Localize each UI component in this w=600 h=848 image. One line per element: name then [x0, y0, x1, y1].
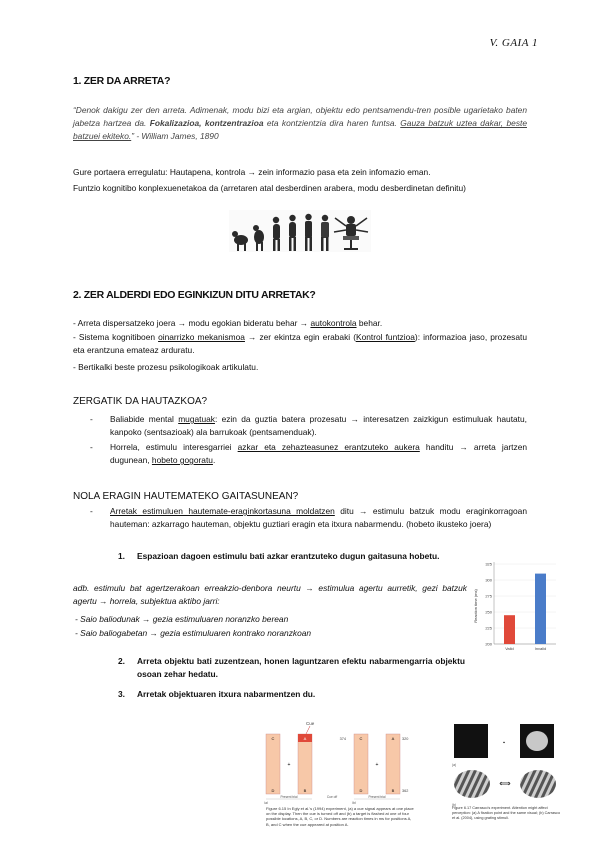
bullet-marker: -	[73, 362, 79, 372]
panel-a-label: (a)	[264, 801, 269, 804]
chart-xlabels	[505, 646, 546, 651]
figure-carrasco-stimuli	[450, 722, 560, 808]
chart-ylabel: Reaction time (ms)	[473, 589, 478, 623]
s1-line-2: Funtzio kognitibo konplexuenetakoa da (arretaren atal desberdinen arabera, modu desberdinetan definitu)	[73, 183, 466, 193]
item-text: handitu → arreta jartzen dugunean,	[110, 442, 528, 466]
fixation-point: ▪	[503, 740, 505, 746]
quote-underlined: Gauza batzuk uztea dakar, beste batzuei ekiteko.	[73, 118, 527, 142]
evolution-illustration	[229, 210, 371, 252]
figure-early-human	[254, 230, 264, 244]
item-underlined: hobeto gogoratu	[151, 455, 213, 466]
rt-c: 374	[339, 737, 346, 741]
fixation-1: +	[287, 762, 291, 768]
figure-multitasker	[347, 216, 355, 224]
item-underlined: azkar eta zehazteasunez erantzuteko aukera	[237, 442, 420, 452]
s2-bullet-3	[73, 361, 527, 374]
section-2-title: 2. ZER ALDERDI EDO EGINKIZUN DITU ARRETAK?	[73, 289, 316, 301]
num-1: 1.	[118, 551, 125, 561]
figure-worker	[321, 222, 329, 238]
bullet-text: → zer ekintza egin erabaki (	[244, 332, 356, 342]
william-james-quote	[73, 104, 527, 143]
num-1-text: Espazioan dagoen estimulu bati azkar erantzuteko dugun gaitasuna hobetu.	[137, 551, 440, 561]
label-a: A	[303, 736, 307, 741]
chart-bar-invalid	[535, 574, 546, 644]
page-header: V. GAIA 1	[489, 37, 538, 49]
chart-ytick-label: 325	[485, 561, 492, 567]
s2-bullet-2	[73, 331, 527, 357]
item-text: Baliabide mental	[110, 414, 179, 424]
dash-marker: -	[90, 506, 93, 516]
sub-invalid: - Saio baliogabetan → gezia estimuluaren kontrako noranzkoan	[75, 628, 312, 638]
quote-author: ” - William James, 1890	[131, 131, 219, 142]
figure-egly-rectangles	[262, 718, 412, 804]
rt-a: 320	[402, 737, 409, 741]
section-4-title: NOLA ERAGIN HAUTEMATEKO GAITASUNEAN?	[73, 491, 299, 502]
label-c-2: C	[359, 736, 363, 741]
chart-ytick-label: 275	[485, 593, 492, 599]
chart-bar-valid	[504, 615, 515, 644]
sub-valid: - Saio baliodunak → gezia estimuluaren noranzko berean	[75, 614, 289, 624]
rect-left-b	[354, 734, 368, 794]
item-text: Horrela, estimulu interesgarriei	[110, 442, 238, 452]
dash-marker: -	[90, 414, 93, 424]
chart-xtick-label: Valid	[505, 646, 514, 651]
dark-square	[454, 724, 488, 758]
panel-b-label: (b)	[352, 801, 357, 804]
rect-right-a	[298, 734, 312, 794]
label-b-2: B	[391, 788, 395, 793]
s3-item-1	[110, 413, 527, 439]
label-d: D	[271, 788, 275, 793]
reaction-time-chart	[470, 556, 560, 656]
cue-pointer	[306, 726, 310, 734]
adb-text: adb. estimulu bat agertzerakoan erreakzio-denbora neurtu → estimulua agertu aurretik, gezi batzuk agertu → horrela, subjektua aktibo jarri:	[73, 583, 467, 607]
bullet-underlined: Kontrol funtzioa	[355, 332, 415, 342]
bullet-text: behar.	[356, 318, 383, 328]
item-text: : ezin da guztia batera prozesatu → interesatzen zaizkigun estimuluak hautatu, kanpoko (sentsazioak) ala barrukoak (pentsamenduak).	[110, 414, 527, 438]
bullet-text: Sistema kognitiboen	[78, 332, 159, 342]
bullet-text: ): informazioa jaso, prozesatu eta erantzuna emateaz arduratu.	[73, 332, 527, 356]
panel-a-label-2: (a)	[452, 763, 457, 767]
figure-6-17-caption: Figure 6.17 Carrasco's experiment. Attention might affect perception: (a) A fixation point and the same visual; (b) Carrasco et al. (2004), using grating stimuli.	[452, 806, 561, 820]
caption-cue-off: Cue off	[326, 795, 338, 799]
grating-left	[454, 770, 490, 798]
rect-left-a	[266, 734, 280, 794]
num-2-text: Arreta objektu bati zuzentzean, honen laguntzaren efektu nabarmengarria objektu osoan zehar hedatu.	[137, 656, 465, 680]
arrow-icon: ⟺	[499, 779, 511, 788]
bullet-underlined: oinarrizko mekanismoa	[158, 332, 245, 342]
section-1-title: 1. ZER DA ARRETA?	[73, 75, 171, 87]
chart-ytick-label: 225	[485, 625, 492, 631]
panel-b-label-2: (b)	[452, 803, 457, 807]
bullet-underlined: autokontrola	[310, 318, 357, 328]
figure-hominid	[273, 224, 280, 240]
caption-present-1: Present trial	[280, 795, 298, 799]
grating-right	[520, 770, 556, 798]
chart-bars	[504, 574, 546, 644]
rect-right-b	[386, 734, 400, 794]
quote-part: eta kontzientzia dira haren funtsa.	[263, 118, 401, 129]
chart-xtick-label: Invalid	[534, 646, 547, 651]
bullet-text: Arreta dispersatzeko joera → modu egokian bideratu behar →	[77, 318, 311, 328]
num-3: 3.	[118, 689, 125, 699]
chart-ytick-label: 300	[485, 577, 492, 583]
s2-bullet-1	[73, 317, 527, 330]
item-underlined: Arretak estimuluen hautemate-eraginkortasuna moldatzen	[110, 506, 335, 516]
bullet-marker: -	[73, 318, 78, 328]
dash-marker: -	[90, 442, 93, 452]
item-text: .	[212, 455, 216, 466]
figure-human	[289, 222, 296, 238]
num-2: 2.	[118, 656, 125, 666]
item-underlined: mugatuak	[178, 414, 215, 424]
cue-label: Cue	[306, 721, 315, 726]
s1-line-1: Gure portaera erregulatu: Hautapena, kontrola → zein informazio pasa eta zein infomazio eman.	[73, 167, 431, 177]
s4-item-1	[110, 505, 527, 531]
label-b: B	[303, 788, 307, 793]
label-d-2: D	[359, 788, 363, 793]
fixation-2: +	[375, 762, 379, 768]
figure-modern-human	[305, 221, 312, 238]
chart-ytick-label: 250	[485, 609, 492, 615]
quote-bold: Fokalizazioa, kontzentrazioa	[149, 118, 264, 129]
figure-6-15-caption: Figure 6.15 In Egly et al.'s (1994) experiment, (a) a cue signal appears at one place on the display. Then the cue is turned off and (b) a target is flashed at one of four possible locations, A, B, C, or D. Numbers are reaction times in ms for positions A, B, and C when the cue appeared at position A.	[266, 806, 414, 827]
item-text: ditu → estimulu batzuk modu eraginkorragoan hauteman: azkarrago hauteman, objektu guztiari eragin eta itxura nabarmendu. (hobeto ikusteko joera)	[110, 506, 527, 530]
quote-part: “Denok dakigu zer den arreta. Adimenak, modu bizi eta argian, objektu edo pentsamendu-tren posible ugarietako baten jabetza hartzea da.	[73, 105, 527, 129]
s3-item-2	[110, 441, 527, 467]
label-a-2: A	[391, 736, 395, 741]
rt-b: 362	[402, 789, 409, 793]
num-3-text: Arretak objektuaren itxura nabarmentzen du.	[137, 689, 316, 699]
section-3-title: ZERGATIK DA HAUTAZKOA?	[73, 396, 208, 407]
chart-ytick-label: 200	[485, 641, 492, 647]
gray-oval	[526, 731, 548, 751]
bullet-marker: -	[73, 332, 79, 342]
bullet-text: Bertikalki beste prozesu psikologikoak artikulatu.	[78, 362, 259, 372]
caption-present-2: Present trial	[368, 795, 386, 799]
label-c: C	[271, 736, 275, 741]
